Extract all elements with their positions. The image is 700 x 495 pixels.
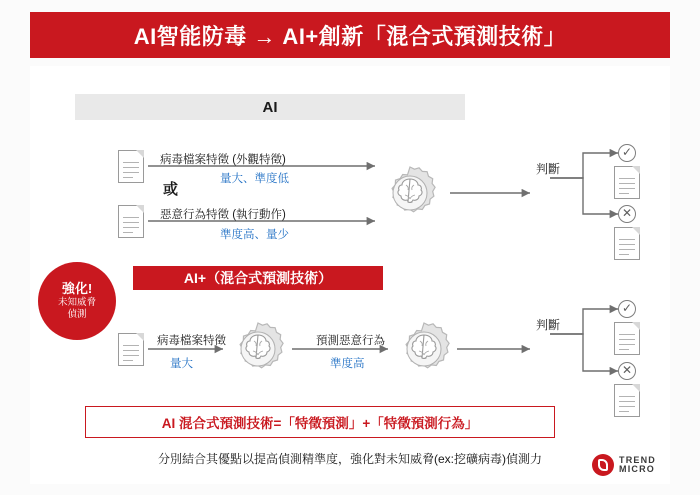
document-text-line — [619, 239, 635, 240]
brain-gear-icon — [230, 321, 286, 377]
document-text-line — [619, 349, 629, 350]
document-icon — [614, 322, 640, 355]
aiplus-metric-left: 量大 — [170, 358, 193, 370]
brain-gear-svg — [382, 165, 438, 221]
aiplus-predict-label: 預測惡意行為 — [316, 335, 385, 347]
document-text-line — [123, 222, 139, 223]
formula-text: AI 混合式預測技術=「特徵預測」+「特徵預測行為」 — [161, 416, 479, 431]
document-text-line — [619, 183, 635, 184]
document-text-line — [619, 244, 635, 245]
document-icon — [614, 166, 640, 199]
document-text-line — [123, 350, 139, 351]
document-text-line — [619, 193, 629, 194]
document-fold — [632, 384, 640, 392]
formula-box — [85, 406, 555, 438]
document-text-line — [123, 227, 139, 228]
status-badge — [38, 262, 116, 340]
document-text-line — [123, 360, 133, 361]
document-text-line — [619, 406, 635, 407]
aiplus-judge-label: 判斷 — [536, 318, 561, 332]
document-fold — [136, 333, 144, 341]
ai-metric-bottom: 準度高、量少 — [220, 229, 289, 241]
result-fail-icon: ✕ — [618, 362, 636, 380]
document-icon — [118, 205, 144, 238]
ai-feature-label-top: 病毒檔案特徵 (外觀特徵) — [160, 154, 286, 166]
document-text-line — [123, 355, 139, 356]
document-text-line — [123, 217, 139, 218]
document-text-line — [619, 178, 635, 179]
brand-logo — [592, 454, 656, 476]
section-header-aiplus-label: AI+（混合式預測技術） — [183, 270, 333, 286]
document-text-line — [619, 344, 635, 345]
document-fold — [632, 227, 640, 235]
document-text-line — [619, 334, 635, 335]
section-header-ai — [75, 94, 465, 120]
bottom-note: 分別結合其優點以提高偵測精準度，強化對未知威脅(ex:挖礦病毒)偵測力 — [157, 452, 542, 466]
section-header-ai-label: AI — [262, 98, 278, 116]
diagram-body — [30, 66, 670, 484]
document-text-line — [619, 396, 635, 397]
document-text-line — [123, 177, 133, 178]
result-pass-icon: ✓ — [618, 144, 636, 162]
badge-line-2: 未知威脅 — [57, 297, 96, 309]
badge-line-3: 偵測 — [67, 309, 87, 321]
brain-gear-svg — [396, 321, 452, 377]
document-icon — [118, 150, 144, 183]
document-text-line — [123, 172, 139, 173]
document-fold — [136, 150, 144, 158]
document-text-line — [123, 162, 139, 163]
document-icon — [118, 333, 144, 366]
document-icon — [614, 384, 640, 417]
document-text-line — [123, 345, 139, 346]
aiplus-metric-right: 準度高 — [330, 358, 365, 370]
section-header-aiplus — [133, 266, 383, 290]
brand-wordmark-line-2: MICRO — [619, 464, 655, 474]
brain-gear-icon — [382, 165, 438, 221]
brand-wordmark — [619, 456, 656, 474]
result-pass-icon: ✓ — [618, 300, 636, 318]
document-fold — [632, 322, 640, 330]
document-text-line — [123, 167, 139, 168]
brand-wordmark-line-1: TREND — [619, 455, 656, 465]
ai-metric-top: 量大、準度低 — [220, 173, 289, 185]
document-icon — [614, 227, 640, 260]
trend-micro-mark-icon — [592, 454, 614, 476]
document-text-line — [619, 254, 629, 255]
ai-or-label: 或 — [163, 181, 179, 198]
document-text-line — [619, 411, 629, 412]
aiplus-feature-label: 病毒檔案特徵 — [157, 335, 226, 347]
brain-gear-svg — [230, 321, 286, 377]
document-text-line — [619, 249, 635, 250]
page-title: AI智能防毒 → AI+創新「混合式預測技術」 — [133, 23, 567, 49]
document-fold — [136, 205, 144, 213]
slide-title-bar — [30, 12, 670, 58]
document-text-line — [123, 232, 133, 233]
document-text-line — [619, 401, 635, 402]
document-text-line — [619, 188, 635, 189]
brain-gear-icon — [396, 321, 452, 377]
document-text-line — [619, 339, 635, 340]
document-fold — [632, 166, 640, 174]
ai-feature-label-bottom: 惡意行為特徵 (執行動作) — [160, 209, 286, 221]
badge-line-1: 強化! — [61, 281, 93, 296]
result-fail-icon: ✕ — [618, 205, 636, 223]
ai-judge-label: 判斷 — [536, 162, 561, 176]
